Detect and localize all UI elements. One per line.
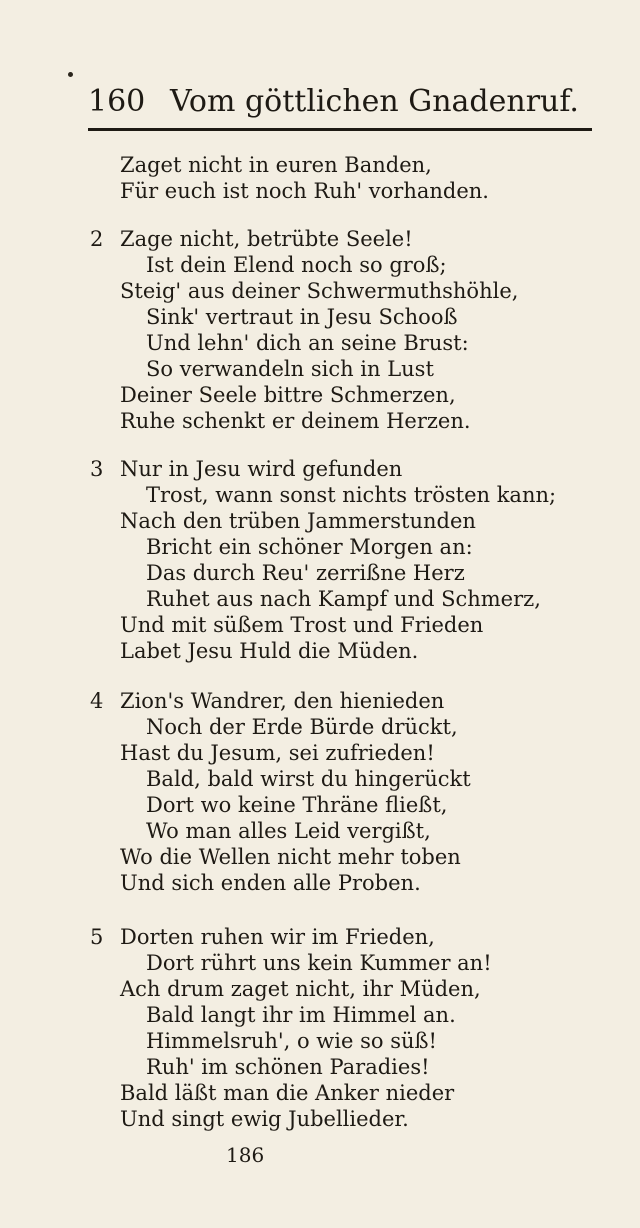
verse-line: Zaget nicht in euren Banden,: [120, 153, 432, 177]
verse-line: Trost, wann sonst nichts trösten kann;: [146, 483, 557, 507]
verse-line: Noch der Erde Bürde drückt,: [146, 715, 458, 739]
ink-dot: [68, 72, 73, 77]
verse-line: Und sich enden alle Proben.: [120, 871, 421, 895]
verse-line: Wo man alles Leid vergißt,: [146, 819, 431, 843]
signature-mark: 186: [226, 1143, 265, 1167]
verse-line: Nur in Jesu wird gefunden: [120, 457, 403, 481]
verse-line: Und singt ewig Jubellieder.: [120, 1107, 409, 1131]
verse-line: Ruhet aus nach Kampf und Schmerz,: [146, 587, 541, 611]
verse-line: Hast du Jesum, sei zufrieden!: [120, 741, 435, 765]
page-number: 160: [88, 84, 146, 119]
page-header: [88, 80, 593, 124]
stanza-number: 5: [90, 925, 104, 949]
verse-line: So verwandeln sich in Lust: [146, 357, 434, 381]
verse-line: Zage nicht, betrübte Seele!: [120, 227, 413, 251]
verse-line: Das durch Reu' zerrißne Herz: [146, 561, 465, 585]
verse-line: Dort rührt uns kein Kummer an!: [146, 951, 492, 975]
verse-line: Dorten ruhen wir im Frieden,: [120, 925, 435, 949]
stanza-number: 2: [90, 227, 104, 251]
header-rule: [88, 128, 592, 131]
running-title: Vom göttlichen Gnadenruf.: [170, 84, 579, 119]
verse-line: Deiner Seele bittre Schmerzen,: [120, 383, 456, 407]
verse-line: Nach den trüben Jammerstunden: [120, 509, 476, 533]
verse-line: Bald, bald wirst du hingerückt: [146, 767, 471, 791]
verse-line: Ist dein Elend noch so groß;: [146, 253, 447, 277]
verse-line: Ruh' im schönen Paradies!: [146, 1055, 430, 1079]
verse-line: Bricht ein schöner Morgen an:: [146, 535, 473, 559]
verse-line: Dort wo keine Thräne fließt,: [146, 793, 448, 817]
stanza-number: 3: [90, 457, 104, 481]
verse-line: Sink' vertraut in Jesu Schooß: [146, 305, 458, 329]
verse-line: Himmelsruh', o wie so süß!: [146, 1029, 437, 1053]
verse-line: Labet Jesu Huld die Müden.: [120, 639, 419, 663]
verse-line: Für euch ist noch Ruh' vorhanden.: [120, 179, 489, 203]
verse-line: Ruhe schenkt er deinem Herzen.: [120, 409, 471, 433]
verse-line: Bald langt ihr im Himmel an.: [146, 1003, 456, 1027]
verse-line: Ach drum zaget nicht, ihr Müden,: [120, 977, 481, 1001]
verse-line: Bald läßt man die Anker nieder: [120, 1081, 455, 1105]
verse-line: Steig' aus deiner Schwermuthshöhle,: [120, 279, 519, 303]
verse-line: Und mit süßem Trost und Frieden: [120, 613, 484, 637]
verse-line: Zion's Wandrer, den hienieden: [120, 689, 445, 713]
stanza-number: 4: [90, 689, 104, 713]
verse-line: Und lehn' dich an seine Brust:: [146, 331, 469, 355]
verse-line: Wo die Wellen nicht mehr toben: [120, 845, 461, 869]
